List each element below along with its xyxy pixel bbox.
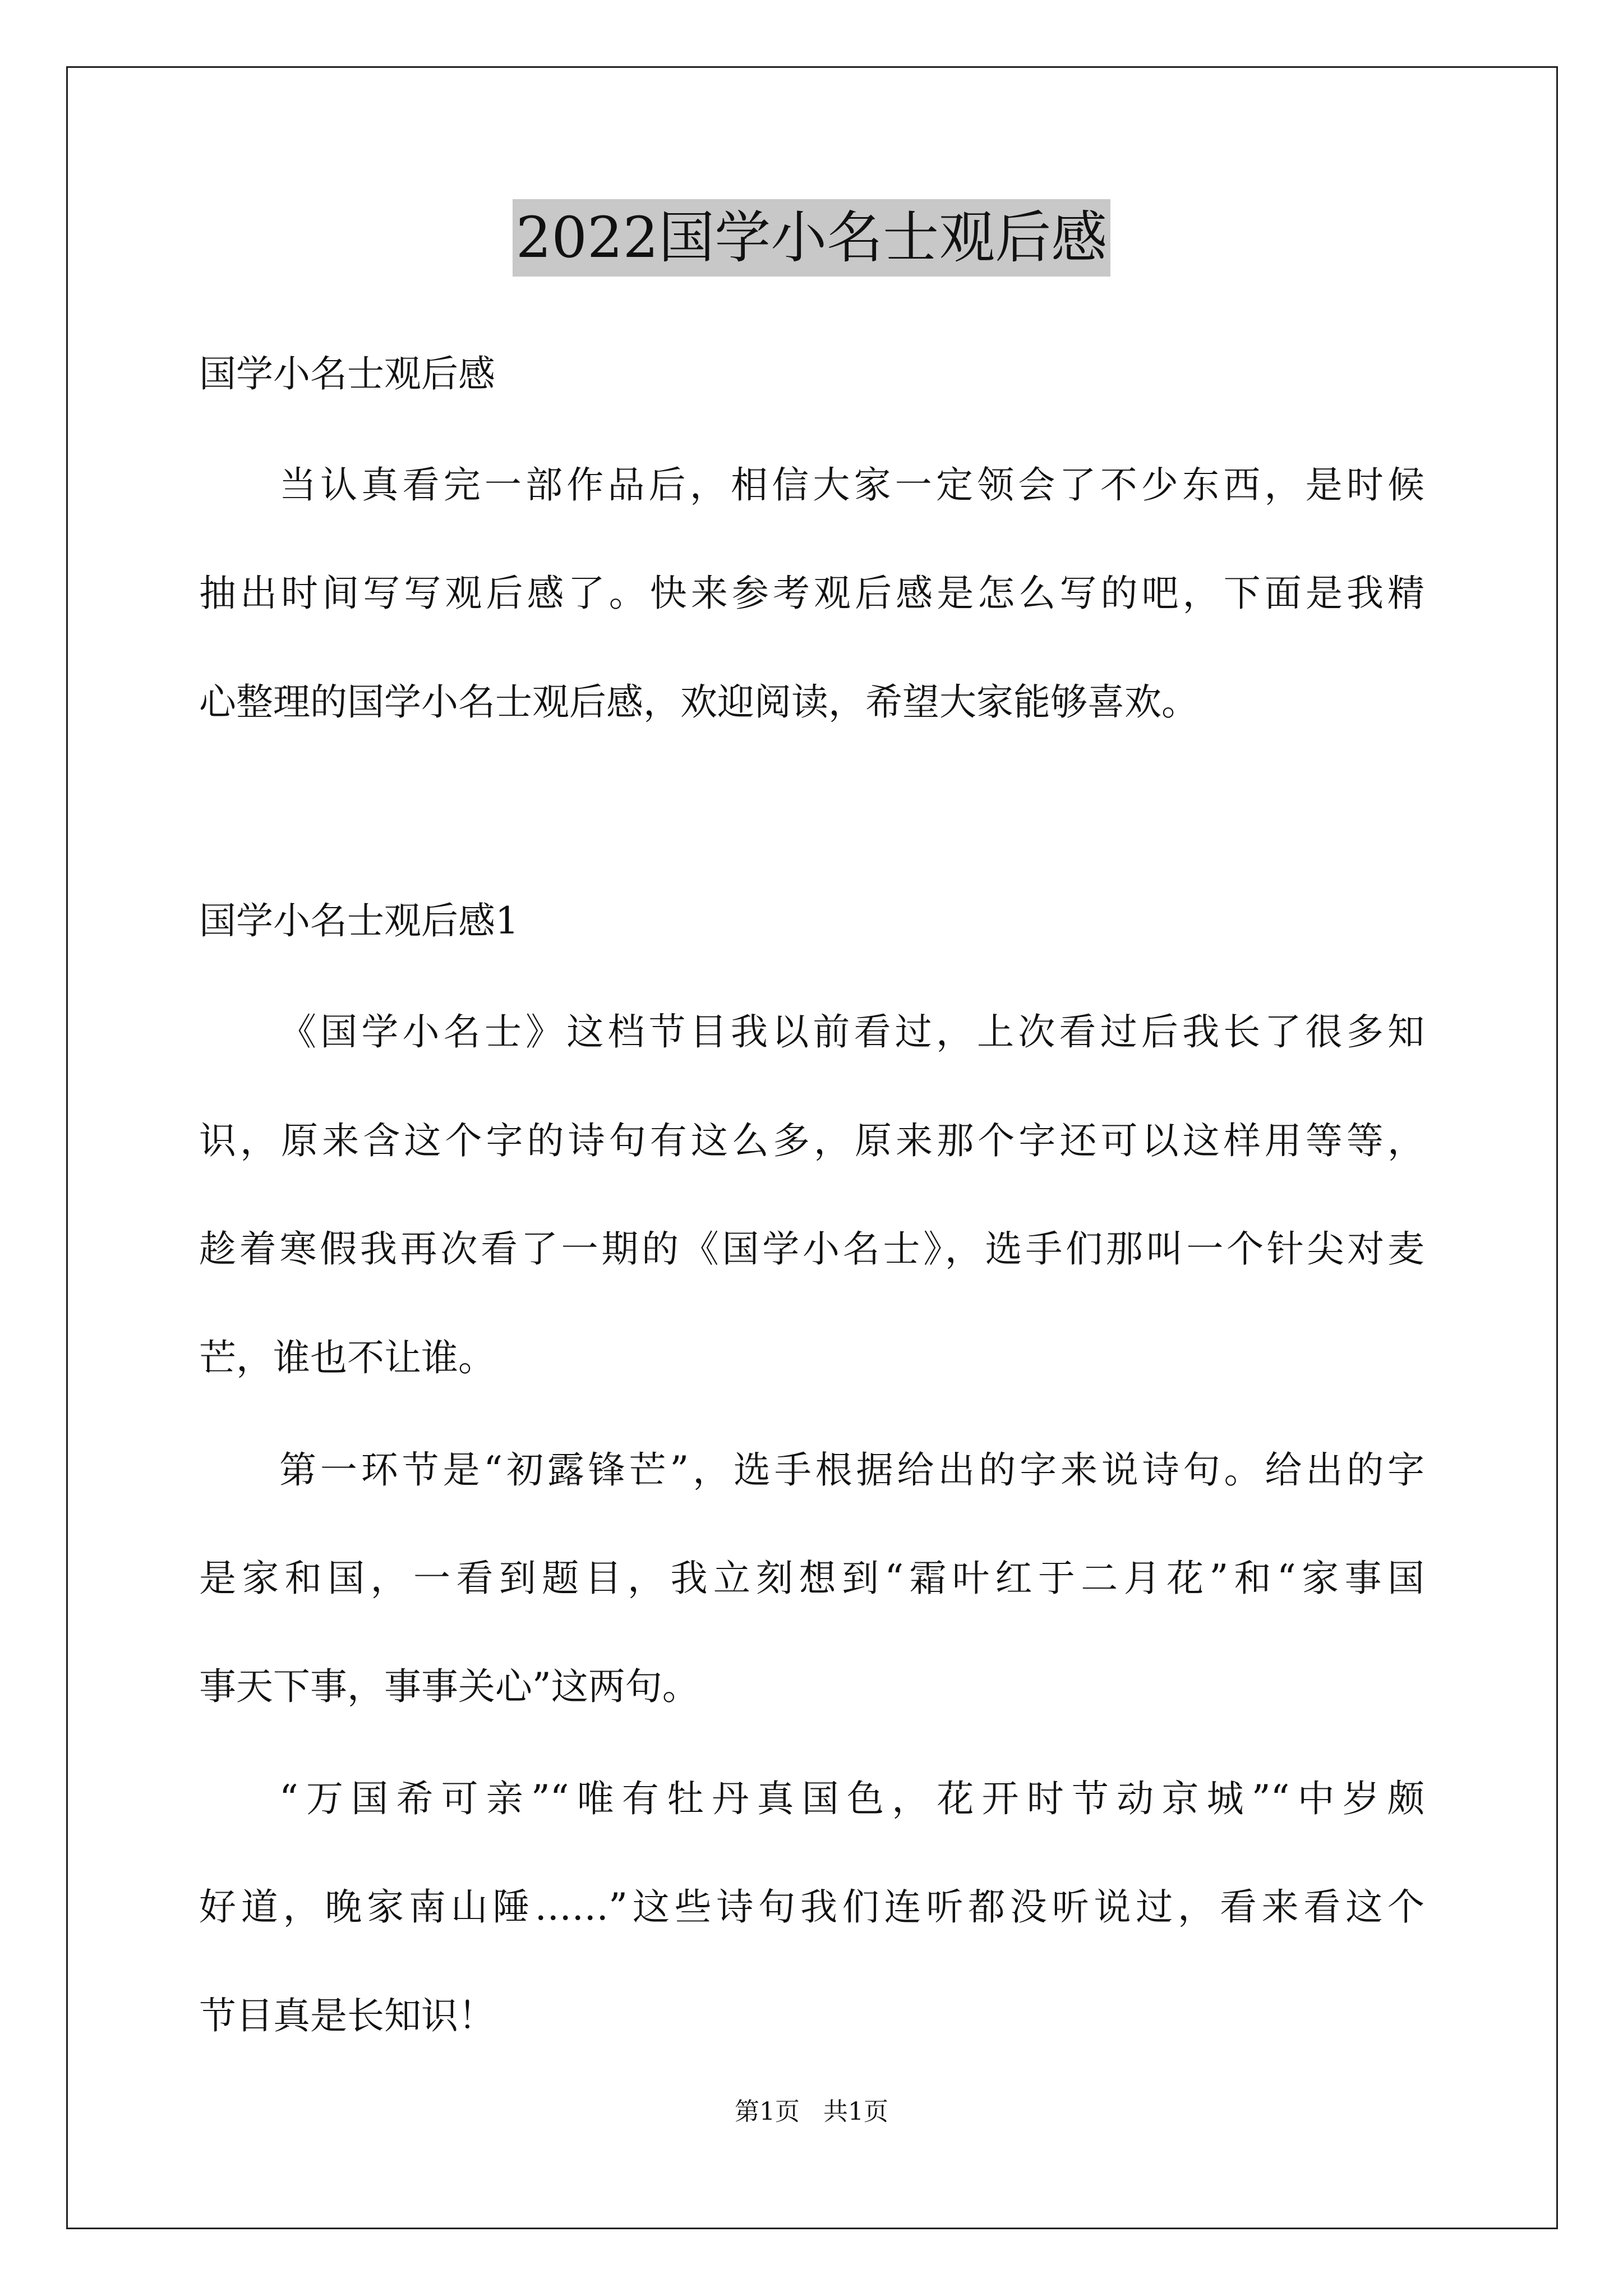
- page-footer: 第1页 共1页: [735, 2097, 888, 2126]
- p2-line-3: 事天下事，事事关心”这两句。: [199, 1665, 699, 1708]
- title-container: [0, 199, 1623, 277]
- p2-line-1: 第一环节是“初露锋芒”，选手根据给出的字来说诗句。给出的字: [279, 1448, 1424, 1492]
- p2-line-2: 是家和国，一看到题目，我立刻想到“霜叶红于二月花”和“家事国: [199, 1557, 1424, 1600]
- document-title: 2022国学小名士观后感: [513, 199, 1111, 277]
- intro-line-2: 抽出时间写写观后感了。快来参考观后感是怎么写的吧，下面是我精: [199, 572, 1424, 615]
- p3-line-3: 节目真是长知识！: [199, 1994, 495, 2037]
- intro-line-1: 当认真看完一部作品后，相信大家一定领会了不少东西，是时候: [279, 463, 1424, 507]
- intro-line-3: 心整理的国学小名士观后感，欢迎阅读，希望大家能够喜欢。: [199, 680, 1198, 724]
- section-heading: 国学小名士观后感1: [199, 899, 519, 942]
- p1-line-1: 《国学小名士》这档节目我以前看过，上次看过后我长了很多知: [279, 1010, 1424, 1053]
- p1-line-4: 芒，谁也不让谁。: [199, 1336, 495, 1379]
- p3-line-1: “万国希可亲”“唯有牡丹真国色，花开时节动京城”“中岁颇: [279, 1777, 1424, 1820]
- p1-line-3: 趁着寒假我再次看了一期的《国学小名士》，选手们那叫一个针尖对麦: [199, 1227, 1424, 1271]
- p3-line-2: 好道，晚家南山陲……”这些诗句我们连听都没听说过，看来看这个: [199, 1885, 1424, 1929]
- p1-line-2: 识，原来含这个字的诗句有这么多，原来那个字还可以这样用等等，: [199, 1119, 1424, 1162]
- document-subtitle: 国学小名士观后感: [199, 352, 495, 395]
